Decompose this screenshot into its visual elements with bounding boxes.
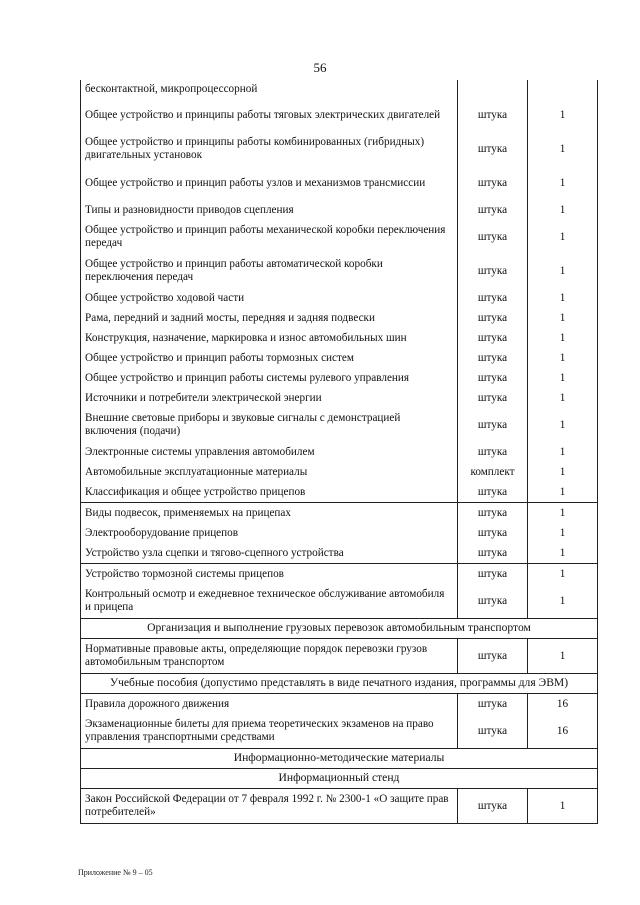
- quantity-cell: 1: [528, 503, 598, 524]
- item-name-cell: Общее устройство и принцип работы системы рулевого управления: [81, 368, 458, 388]
- item-name-cell: Электронные системы управления автомобилем: [81, 442, 458, 462]
- section-heading-row: [81, 674, 598, 694]
- unit-cell: штука: [458, 254, 528, 288]
- item-name-cell: Внешние световые приборы и звуковые сигналы с демонстрацией включения (подачи): [81, 408, 458, 442]
- unit-cell: штука: [458, 639, 528, 674]
- section-heading-row: [81, 769, 598, 789]
- section-heading: Информационный стенд: [81, 769, 598, 789]
- quantity-cell: 1: [528, 328, 598, 348]
- table-row: [81, 523, 598, 543]
- quantity-cell: 1: [528, 166, 598, 200]
- item-name-cell: Экзаменационные билеты для приема теоретических экзаменов на право управления транспортными средствами: [81, 714, 458, 749]
- table-row: [81, 482, 598, 503]
- quantity-cell: 1: [528, 388, 598, 408]
- quantity-cell: 1: [528, 132, 598, 166]
- unit-cell: комплект: [458, 462, 528, 482]
- quantity-cell: 1: [528, 442, 598, 462]
- item-name-cell: Устройство тормозной системы прицепов: [81, 564, 458, 585]
- item-name-cell: бесконтактной, микропроцессорной: [81, 80, 458, 98]
- table-row: [81, 564, 598, 585]
- quantity-cell: 16: [528, 694, 598, 715]
- table-row: [81, 328, 598, 348]
- section-heading: Организация и выполнение грузовых перевозок автомобильным транспортом: [81, 619, 598, 639]
- table-row: [81, 584, 598, 619]
- unit-cell: штука: [458, 388, 528, 408]
- unit-cell: штука: [458, 368, 528, 388]
- quantity-cell: [528, 80, 598, 98]
- unit-cell: штука: [458, 523, 528, 543]
- unit-cell: штука: [458, 328, 528, 348]
- footer-note: Приложение № 9 – 05: [78, 868, 153, 877]
- table-row: [81, 308, 598, 328]
- unit-cell: штука: [458, 694, 528, 715]
- item-name-cell: Правила дорожного движения: [81, 694, 458, 715]
- table-row: [81, 166, 598, 200]
- quantity-cell: 1: [528, 523, 598, 543]
- item-name-cell: Автомобильные эксплуатационные материалы: [81, 462, 458, 482]
- quantity-cell: 1: [528, 254, 598, 288]
- item-name-cell: Нормативные правовые акты, определяющие порядок перевозки грузов автомобильным транспортом: [81, 639, 458, 674]
- item-name-cell: Типы и разновидности приводов сцепления: [81, 200, 458, 220]
- section-heading: Учебные пособия (допустимо представлять в виде печатного издания, программы для ЭВМ): [81, 674, 598, 694]
- item-name-cell: Конструкция, назначение, маркировка и износ автомобильных шин: [81, 328, 458, 348]
- item-name-cell: Электрооборудование прицепов: [81, 523, 458, 543]
- section-heading: Информационно-методические материалы: [81, 749, 598, 769]
- table-row: [81, 694, 598, 715]
- table-row: [81, 462, 598, 482]
- quantity-cell: 1: [528, 348, 598, 368]
- item-name-cell: Общее устройство и принцип работы тормозных систем: [81, 348, 458, 368]
- table-row: [81, 200, 598, 220]
- quantity-cell: 1: [528, 584, 598, 619]
- table-row: [81, 368, 598, 388]
- item-name-cell: Источники и потребители электрической энергии: [81, 388, 458, 408]
- unit-cell: штука: [458, 564, 528, 585]
- item-name-cell: Устройство узла сцепки и тягово-сцепного устройства: [81, 543, 458, 564]
- quantity-cell: 1: [528, 639, 598, 674]
- quantity-cell: 1: [528, 368, 598, 388]
- table-row: [81, 789, 598, 824]
- equipment-table: [80, 80, 598, 824]
- item-name-cell: Общее устройство и принцип работы автоматической коробки переключения передач: [81, 254, 458, 288]
- quantity-cell: 1: [528, 308, 598, 328]
- unit-cell: штука: [458, 714, 528, 749]
- unit-cell: [458, 80, 528, 98]
- item-name-cell: Виды подвесок, применяемых на прицепах: [81, 503, 458, 524]
- table-row: [81, 80, 598, 98]
- item-name-cell: Классификация и общее устройство прицепов: [81, 482, 458, 503]
- section-heading-row: [81, 619, 598, 639]
- quantity-cell: 1: [528, 200, 598, 220]
- unit-cell: штука: [458, 348, 528, 368]
- table-row: [81, 254, 598, 288]
- quantity-cell: 1: [528, 564, 598, 585]
- item-name-cell: Рама, передний и задний мосты, передняя и задняя подвески: [81, 308, 458, 328]
- table-row: [81, 714, 598, 749]
- unit-cell: штука: [458, 408, 528, 442]
- table-row: [81, 442, 598, 462]
- item-name-cell: Общее устройство ходовой части: [81, 288, 458, 308]
- section-heading-row: [81, 749, 598, 769]
- table-row: [81, 408, 598, 442]
- unit-cell: штука: [458, 442, 528, 462]
- unit-cell: штука: [458, 482, 528, 503]
- unit-cell: штука: [458, 98, 528, 132]
- item-name-cell: Общее устройство и принципы работы тяговых электрических двигателей: [81, 98, 458, 132]
- quantity-cell: 1: [528, 543, 598, 564]
- item-name-cell: Закон Российской Федерации от 7 февраля 1992 г. № 2300-1 «О защите прав потребителей»: [81, 789, 458, 824]
- quantity-cell: 1: [528, 288, 598, 308]
- table-row: [81, 348, 598, 368]
- table-row: [81, 639, 598, 674]
- unit-cell: штука: [458, 543, 528, 564]
- equipment-table-body: [81, 80, 598, 824]
- item-name-cell: Контрольный осмотр и ежедневное техническое обслуживание автомобиля и прицепа: [81, 584, 458, 619]
- table-row: [81, 503, 598, 524]
- table-row: [81, 132, 598, 166]
- table-row: [81, 388, 598, 408]
- unit-cell: штука: [458, 584, 528, 619]
- quantity-cell: 1: [528, 462, 598, 482]
- table-row: [81, 220, 598, 254]
- unit-cell: штука: [458, 200, 528, 220]
- unit-cell: штука: [458, 308, 528, 328]
- item-name-cell: Общее устройство и принципы работы комбинированных (гибридных) двигательных установок: [81, 132, 458, 166]
- unit-cell: штука: [458, 503, 528, 524]
- unit-cell: штука: [458, 132, 528, 166]
- unit-cell: штука: [458, 220, 528, 254]
- quantity-cell: 1: [528, 789, 598, 824]
- quantity-cell: 1: [528, 408, 598, 442]
- page-number: 56: [313, 60, 327, 75]
- table-row: [81, 288, 598, 308]
- item-name-cell: Общее устройство и принцип работы узлов и механизмов трансмиссии: [81, 166, 458, 200]
- item-name-cell: Общее устройство и принцип работы механической коробки переключения передач: [81, 220, 458, 254]
- quantity-cell: 1: [528, 482, 598, 503]
- unit-cell: штука: [458, 166, 528, 200]
- table-row: [81, 543, 598, 564]
- unit-cell: штука: [458, 789, 528, 824]
- table-row: [81, 98, 598, 132]
- quantity-cell: 1: [528, 220, 598, 254]
- unit-cell: штука: [458, 288, 528, 308]
- quantity-cell: 16: [528, 714, 598, 749]
- quantity-cell: 1: [528, 98, 598, 132]
